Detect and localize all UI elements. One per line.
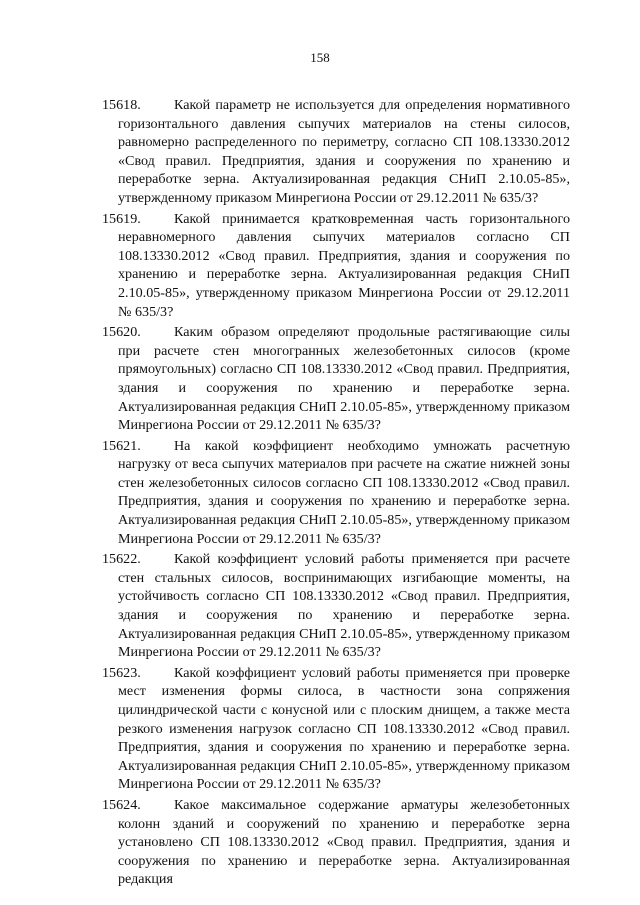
question-text: Каким образом определяют продольные растягивающие силы при расчете стен многогранных железобетонных силосов (кроме прямоугольных) согласно СП 108.13330.2012 «Свод правил. Предприятия, здания и сооружения по хранению и переработке зерна. Актуализированная редакция СНиП 2.10.05-85», утвержденному приказом Минрегиона России от 29.12.2011 № 635/3? xyxy=(118,324,570,434)
question-number: 15621. xyxy=(102,437,141,454)
question-number: 15619. xyxy=(102,210,141,227)
question-text: Какой коэффициент условий работы применяется при расчете стен стальных силосов, воспринимающих изгибающие моменты, на устойчивость согласно СП 108.13330.2012 «Свод правил. Предприятия, здания и сооружения по хранению и переработке зерна. Актуализированная редакция СНиП 2.10.05-85», утвержденному приказом Минрегиона России от 29.12.2011 № 635/3? xyxy=(118,551,570,661)
question-item xyxy=(0,796,640,889)
question-item xyxy=(0,210,640,322)
question-number: 15622. xyxy=(102,551,141,568)
question-item xyxy=(0,664,640,794)
question-number: 15620. xyxy=(102,324,141,341)
question-item xyxy=(0,437,640,549)
question-text: Какой коэффициент условий работы применяется при проверке мест изменения формы силоса, в частности зона сопряжения цилиндрической части с конусной или с плоским днищем, а также места резкого изменения нагрузок согласно СП 108.13330.2012 «Свод правил. Предприятия, здания и сооружения по хранению и переработке зерна. Актуализированная редакция СНиП 2.10.05-85», утвержденному приказом Минрегиона России от 29.12.2011 № 635/3? xyxy=(118,664,570,793)
question-text: Какой параметр не используется для определения нормативного горизонтального давления сыпучих материалов на стены силосов, равномерно распределенного по периметру, согласно СП 108.13330.2012 «Свод правил. Предприятия, здания и сооружения по хранению и переработке зерна. Актуализированная редакция СНиП 2.10.05-85», утвержденному приказом Минрегиона России от 29.12.2011 № 635/3? xyxy=(118,97,570,206)
question-list xyxy=(0,96,640,891)
question-item xyxy=(0,96,640,208)
page-number: 158 xyxy=(310,50,330,65)
question-text: На какой коэффициент необходимо умножать расчетную нагрузку от веса сыпучих материалов при расчете на сжатие нижней зоны стен железобетонных силосов согласно СП 108.13330.2012 «Свод правил. Предприятия, здания и сооружения по хранению и переработке зерна. Актуализированная редакция СНиП 2.10.05-85», утвержденному приказом Минрегиона России от 29.12.2011 № 635/3? xyxy=(118,437,570,547)
question-text: Какой принимается кратковременная часть горизонтального неравномерного давления сыпучих материалов согласно СП 108.13330.2012 «Свод правил. Предприятия, здания и сооружения по хранению и переработке зерна. Актуализированная редакция СНиП 2.10.05-85», утвержденному приказом Минрегиона России от 29.12.2011 № 635/3? xyxy=(118,210,570,320)
question-number: 15618. xyxy=(102,97,141,113)
question-number: 15623. xyxy=(102,664,141,681)
question-item xyxy=(0,550,640,662)
question-item xyxy=(0,323,640,435)
question-text: Какое максимальное содержание арматуры железобетонных колонн зданий и сооружений по хранению и переработке зерна установлено СП 108.13330.2012 «Свод правил. Предприятия, здания и сооружения по хранению и переработке зерна. Актуализированная редакция xyxy=(118,796,570,888)
question-number: 15624. xyxy=(102,796,141,813)
